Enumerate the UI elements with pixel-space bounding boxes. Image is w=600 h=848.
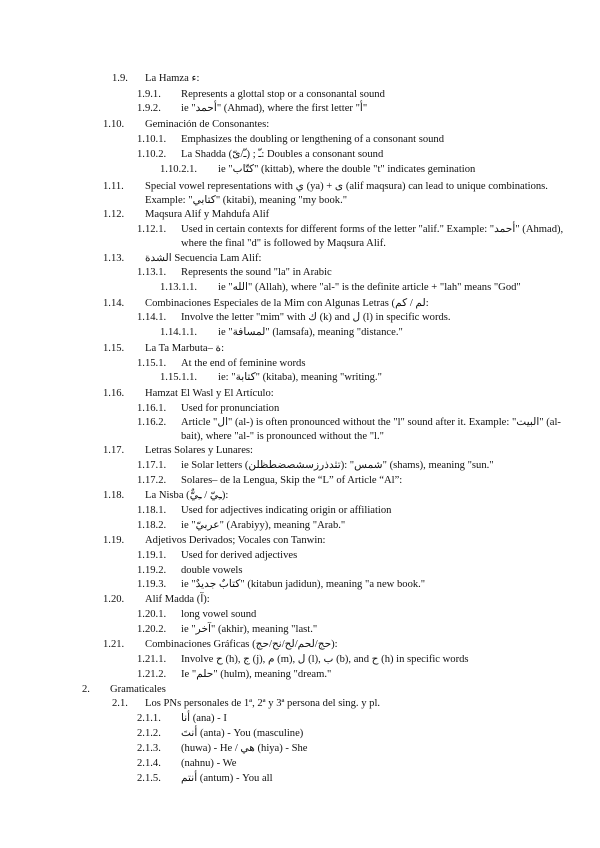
outline-text: La Hamza ء:: [145, 73, 200, 84]
outline-text: Adjetivos Derivados; Vocales con Tanwin:: [145, 535, 326, 546]
outline-text: Used for pronunciation: [181, 403, 280, 414]
outline-text: ie "لمسافة" (lamsafa), meaning "distance.": [218, 327, 403, 338]
outline-number: 1.14.1.1.: [160, 327, 198, 338]
outline-number: 1.12.: [103, 209, 125, 220]
outline-number: 1.19.: [103, 535, 125, 546]
outline-number: 2.1.5.: [137, 773, 161, 784]
outline-text: ie "الله" (Allah), where "al-" is the definite article + "lah" means "God": [218, 282, 521, 293]
outline-number: 2.: [82, 684, 90, 695]
outline-number: 1.12.1.: [137, 224, 167, 235]
outline-item: [0, 772, 600, 792]
outline-item: [0, 223, 600, 253]
outline-number: 1.13.1.1.: [160, 282, 198, 293]
outline-number: 1.15.1.: [137, 358, 167, 369]
outline-text: At the end of feminine words: [181, 358, 306, 369]
outline-number: 2.1.1.: [137, 713, 161, 724]
outline-number: 1.9.2.: [137, 103, 161, 114]
outline-number: 1.10.: [103, 119, 125, 130]
outline-text: ie Solar letters (تثدذرزسشصضطظلن): "شمس" (shams), meaning "sun.": [181, 460, 494, 471]
outline-text: La Shadda (ـّ/ىّ) ; ـّ: Doubles a consonant sound: [181, 149, 384, 160]
outline-number: 1.9.1.: [137, 89, 161, 100]
outline-number: 1.14.: [103, 298, 125, 309]
outline-text: أنا (ana) - I: [181, 713, 227, 724]
outline-text: Represents a glottal stop or a consonantal sound: [181, 89, 385, 100]
outline-number: 2.1.3.: [137, 743, 161, 754]
outline-text: Involve the letter "mim" with ك (k) and ل (l) in specific words.: [181, 312, 451, 323]
outline-text: Used for adjectives indicating origin or affiliation: [181, 505, 392, 516]
outline-number: 1.16.1.: [137, 403, 167, 414]
outline-text: ie "آخر" (akhir), meaning "last.": [181, 624, 318, 635]
outline-text: Alif Madda (آ):: [145, 594, 210, 605]
outline-number: 1.21.1.: [137, 654, 167, 665]
outline-text: Letras Solares y Lunares:: [145, 445, 253, 456]
outline-text: Solares– de la Lengua, Skip the “L” of Article “Al”:: [181, 475, 403, 486]
outline-text: ie: "كتابة" (kitaba), meaning "writing.": [218, 372, 382, 383]
outline-number: 1.16.: [103, 388, 125, 399]
outline-text: Article "ال" (al-) is often pronounced without the "l" sound after it. Example: "البيت" (al-bait), where "al-" is pronounced without the "l.": [181, 417, 561, 442]
outline-number: 1.20.: [103, 594, 125, 605]
outline-text: Special vowel representations with ي (ya) + ى (alif maqsura) can lead to unique combinations. Example: "كتابي" (kitabi), meaning "my book.": [145, 181, 548, 206]
outline-number: 2.1.2.: [137, 728, 161, 739]
outline-number: 1.15.: [103, 343, 125, 354]
outline-number: 1.19.1.: [137, 550, 167, 561]
outline-number: 1.10.1.: [137, 134, 167, 145]
outline-number: 1.11.: [103, 181, 124, 192]
outline-text: double vowels: [181, 565, 243, 576]
outline-text: الشدة Secuencia Lam Alif:: [145, 253, 262, 264]
outline-text: La Nisba (ـِيّ / ـِيٌّ):: [145, 490, 229, 501]
outline-text: Combinaciones Gráficas (حج/لحم/لح/نح/حج):: [145, 639, 338, 650]
outline-text: Used in certain contexts for different forms of the letter "alif." Example: "أحمد" (Ahmad), where the final "d" is followed by Maqsura Alif.: [181, 224, 564, 249]
outline-text: Maqsura Alif y Mahdufa Alif: [145, 209, 270, 220]
outline-number: 1.18.1.: [137, 505, 167, 516]
outline-number: 1.10.2.: [137, 149, 167, 160]
outline-text: Hamzat El Wasl y El Artículo:: [145, 388, 274, 399]
outline-number: 1.20.1.: [137, 609, 167, 620]
outline-text: ie "أحمد" (Ahmad), where the first letter "أ": [181, 103, 368, 114]
outline-number: 1.18.2.: [137, 520, 167, 531]
outline-text: Gramaticales: [110, 684, 166, 695]
outline-number: 1.9.: [112, 73, 128, 84]
outline-text: La Ta Marbuta– ة:: [145, 343, 225, 354]
outline-number: 1.13.1.: [137, 267, 167, 278]
outline-number: 1.19.2.: [137, 565, 167, 576]
outline-item: [0, 180, 600, 210]
outline-text: ie "عربيّ" (Arabiyy), meaning "Arab.": [181, 520, 346, 531]
outline-item: [0, 416, 600, 446]
outline-number: 2.1.: [112, 698, 128, 709]
outline-text: (nahnu) - We: [181, 758, 237, 769]
outline-text: Used for derived adjectives: [181, 550, 298, 561]
outline-text: أنتم (antum) - You all: [181, 773, 273, 784]
outline-number: 1.15.1.1.: [160, 372, 198, 383]
outline-number: 1.14.1.: [137, 312, 167, 323]
outline-number: 1.13.: [103, 253, 125, 264]
outline-text: Involve ح (h), ج (j), م (m), ل (l), ب (b), and ح (h) in specific words: [181, 654, 469, 665]
outline-number: 1.17.2.: [137, 475, 167, 486]
outline-number: 1.20.2.: [137, 624, 167, 635]
outline-text: Los PNs personales de 1ª, 2ª y 3ª persona del sing. y pl.: [145, 698, 381, 709]
outline-number: 1.16.2.: [137, 417, 167, 428]
outline-text: (huwa) - He / هي (hiya) - She: [181, 743, 308, 754]
outline-text: long vowel sound: [181, 609, 257, 620]
outline-number: 1.21.: [103, 639, 125, 650]
outline-text: Emphasizes the doubling or lengthening of a consonant sound: [181, 134, 445, 145]
outline-text: Geminación de Consonantes:: [145, 119, 270, 130]
outline-number: 1.17.: [103, 445, 125, 456]
outline-text: ie "كتابٌ جديدٌ" (kitabun jadidun), meaning "a new book.": [181, 579, 426, 590]
outline-number: 1.18.: [103, 490, 125, 501]
outline-number: 2.1.4.: [137, 758, 161, 769]
outline-text: Ie "حلم" (hulm), meaning "dream.": [181, 669, 332, 680]
outline-number: 1.10.2.1.: [160, 164, 198, 175]
outline-text: Combinaciones Especiales de la Mim con Algunas Letras (لم / كم:: [145, 298, 429, 309]
outline-text: أنتَ (anta) - You (masculine): [181, 728, 304, 739]
outline-number: 1.19.3.: [137, 579, 167, 590]
outline-number: 1.21.2.: [137, 669, 167, 680]
outline-text: ie "كتّاب" (kittab), where the double "t" indicates gemination: [218, 164, 476, 175]
outline-number: 1.17.1.: [137, 460, 167, 471]
outline-text: Represents the sound "la" in Arabic: [181, 267, 332, 278]
